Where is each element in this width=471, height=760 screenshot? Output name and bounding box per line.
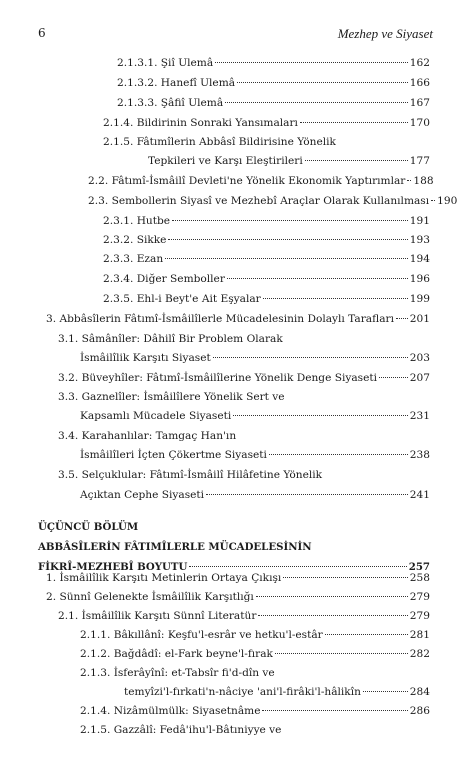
toc-entry-title: Kapsamlı Mücadele Siyaseti <box>80 410 232 422</box>
toc-entry-title: 3. Abbâsîlerin Fâtımî-İsmâilîlerle Mücadelesinin Dolaylı Tarafları <box>46 313 394 325</box>
toc-entry-title: İsmâilîleri İçten Çökertme Siyaseti <box>80 449 267 461</box>
toc-entry-title: 2.1.4. Nizâmülmülk: Siyasetnâme <box>80 705 261 717</box>
toc-entry-continued: 3.4. Karahanlılar: Tamgaç Han'ın <box>58 430 237 442</box>
dot-leader <box>227 278 408 279</box>
dot-leader <box>256 596 408 597</box>
toc-entry <box>103 214 430 228</box>
toc-entry <box>117 76 430 90</box>
toc-entry-title: 2.2. Fâtımî-İsmâilî Devleti'ne Yönelik Ekonomik Yaptırımlar <box>88 175 406 187</box>
toc-entry <box>88 174 434 188</box>
toc-entry <box>80 409 430 423</box>
dot-leader <box>300 122 408 123</box>
toc-entry <box>80 704 430 718</box>
toc-entry-page: 231 <box>409 410 430 422</box>
toc-entry <box>58 371 430 385</box>
toc-entry-title: Açıktan Cephe Siyaseti <box>80 489 205 501</box>
toc-entry-continued: 3.1. Sâmânîler: Dâhilî Bir Problem Olarak <box>58 333 283 345</box>
dot-leader <box>283 577 407 578</box>
toc-entry-page: 188 <box>413 175 434 187</box>
toc-entry-title: 2.1.2. Bağdâdî: el-Fark beyne'l-fırak <box>80 648 273 660</box>
dot-leader <box>189 566 406 567</box>
dot-leader <box>275 653 408 654</box>
chapter-page-number: 257 <box>408 561 430 573</box>
toc-entry <box>58 609 430 623</box>
toc-entry-title: Tepkileri ve Karşı Eleştirileri <box>148 155 303 167</box>
dot-leader <box>262 710 407 711</box>
toc-entry-page: 279 <box>409 610 430 622</box>
toc-entry-page: 279 <box>409 591 430 603</box>
dot-leader <box>165 258 408 259</box>
toc-entry-title: 2.1.3.2. Hanefî Ulemâ <box>117 77 236 89</box>
toc-entry <box>80 351 430 365</box>
dot-leader <box>237 82 408 83</box>
toc-entry <box>80 647 430 661</box>
toc-entry-page: 170 <box>409 117 430 129</box>
toc-entry-continued: 2.1.5. Gazzâlî: Fedâ'ihu'l-Bâtıniyye ve <box>80 724 282 736</box>
toc-entry-title: 3.2. Büveyhîler: Fâtımî-İsmâilîlerine Yönelik Denge Siyaseti <box>58 372 378 384</box>
running-header <box>0 26 471 42</box>
dot-leader <box>263 298 408 299</box>
toc-entry <box>46 590 430 604</box>
chapter-title-line-2: FİKRÎ-MEZHEBÎ BOYUTU <box>38 561 188 573</box>
toc-entry <box>103 116 430 130</box>
toc-entry-continued: 3.5. Selçuklular: Fâtımî-İsmâilî Hilâfetine Yönelik <box>58 469 323 481</box>
toc-entry-page: 166 <box>409 77 430 89</box>
chapter-label: ÜÇÜNCÜ BÖLÜM <box>38 521 139 533</box>
toc-entry <box>80 448 430 462</box>
toc-entry <box>103 272 430 286</box>
dot-leader <box>363 691 408 692</box>
toc-entry <box>46 312 430 326</box>
chapter-title-entry <box>38 560 430 574</box>
toc-entry-page: 258 <box>409 572 430 584</box>
toc-entry-title: 2.1.4. Bildirinin Sonraki Yansımaları <box>103 117 298 129</box>
toc-entry-page: 201 <box>409 313 430 325</box>
dot-leader <box>225 102 408 103</box>
toc-entry <box>88 194 458 208</box>
toc-entry <box>117 96 430 110</box>
dot-leader <box>379 377 408 378</box>
dot-leader <box>258 615 407 616</box>
dot-leader <box>305 160 408 161</box>
chapter-title-line-1: ABBÂSÎLERİN FÂTIMÎLERLE MÜCADELESİNİN <box>38 541 312 553</box>
dot-leader <box>172 220 408 221</box>
toc-entry-page: 177 <box>409 155 430 167</box>
toc-entry <box>117 56 430 70</box>
toc-entry <box>103 233 430 247</box>
toc-entry-title: 2.1.3.3. Şâfiî Ulemâ <box>117 97 224 109</box>
dot-leader <box>168 239 407 240</box>
toc-entry-page: 191 <box>409 215 430 227</box>
toc-entry <box>148 154 430 168</box>
dot-leader <box>269 454 408 455</box>
toc-entry <box>80 488 430 502</box>
toc-entry-page: 162 <box>409 57 430 69</box>
toc-entry-page: 199 <box>409 293 430 305</box>
toc-entry-continued: 3.3. Gaznelîler: İsmâilîlere Yönelik Sert ve <box>58 391 285 403</box>
toc-entry-page: 241 <box>409 489 430 501</box>
toc-entry-title: 2.1.3.1. Şiî Ulemâ <box>117 57 214 69</box>
toc-entry-continued: 2.1.3. İsferâyînî: et-Tabsîr fi'd-dîn ve <box>80 667 275 679</box>
toc-entry-title: 2.3. Sembollerin Siyasî ve Mezhebî Araçlar Olarak Kullanılması <box>88 195 430 207</box>
toc-entry-title: İsmâilîlik Karşıtı Siyaset <box>80 352 211 364</box>
toc-entry-title: 2.3.2. Sikke <box>103 234 167 246</box>
toc-entry <box>80 628 430 642</box>
toc-entry-title: 1. İsmâilîlik Karşıtı Metinlerin Ortaya Çıkışı <box>46 572 282 584</box>
toc-entry-continued: 2.1.5. Fâtımîlerin Abbâsî Bildirisine Yönelik <box>103 136 336 148</box>
dot-leader <box>233 415 408 416</box>
toc-entry-page: 282 <box>409 648 430 660</box>
toc-entry-title: 2.3.3. Ezan <box>103 253 164 265</box>
toc-entry-page: 238 <box>409 449 430 461</box>
toc-entry <box>103 292 430 306</box>
toc-entry-page: 281 <box>409 629 430 641</box>
toc-entry-title: 2.3.5. Ehl-i Beyt'e Ait Eşyalar <box>103 293 261 305</box>
toc-entry-title: 2. Sünnî Gelenekte İsmâilîlik Karşıtlığı <box>46 591 254 603</box>
toc-entry-page: 167 <box>409 97 430 109</box>
dot-leader <box>431 200 435 201</box>
toc-entry-page: 196 <box>409 273 430 285</box>
toc-entry-title: temyîzi'l-fırkati'n-nâciye 'ani'l-firâki'l-hâlikîn <box>124 686 361 698</box>
toc-entry-page: 284 <box>409 686 430 698</box>
dot-leader <box>407 180 411 181</box>
dot-leader <box>215 62 408 63</box>
dot-leader <box>206 494 408 495</box>
toc-entry-page: 207 <box>409 372 430 384</box>
toc-entry-title: 2.3.1. Hutbe <box>103 215 171 227</box>
toc-entry-page: 190 <box>437 195 458 207</box>
toc-entry-title: 2.1.1. Bâkıllânî: Keşfu'l-esrâr ve hetku'l-estâr <box>80 629 323 641</box>
toc-entry-title: 2.1. İsmâilîlik Karşıtı Sünnî Literatür <box>58 610 257 622</box>
toc-entry-title: 2.3.4. Diğer Semboller <box>103 273 225 285</box>
toc-entry-page: 193 <box>409 234 430 246</box>
dot-leader <box>213 357 408 358</box>
toc-entry <box>124 685 430 699</box>
toc-entry <box>103 252 430 266</box>
toc-entry-page: 286 <box>409 705 430 717</box>
page-number: 6 <box>38 26 46 40</box>
toc-entry-page: 194 <box>409 253 430 265</box>
running-title: Mezhep ve Siyaset <box>337 26 433 41</box>
dot-leader <box>325 634 408 635</box>
toc-entry-page: 203 <box>409 352 430 364</box>
dot-leader <box>396 318 408 319</box>
